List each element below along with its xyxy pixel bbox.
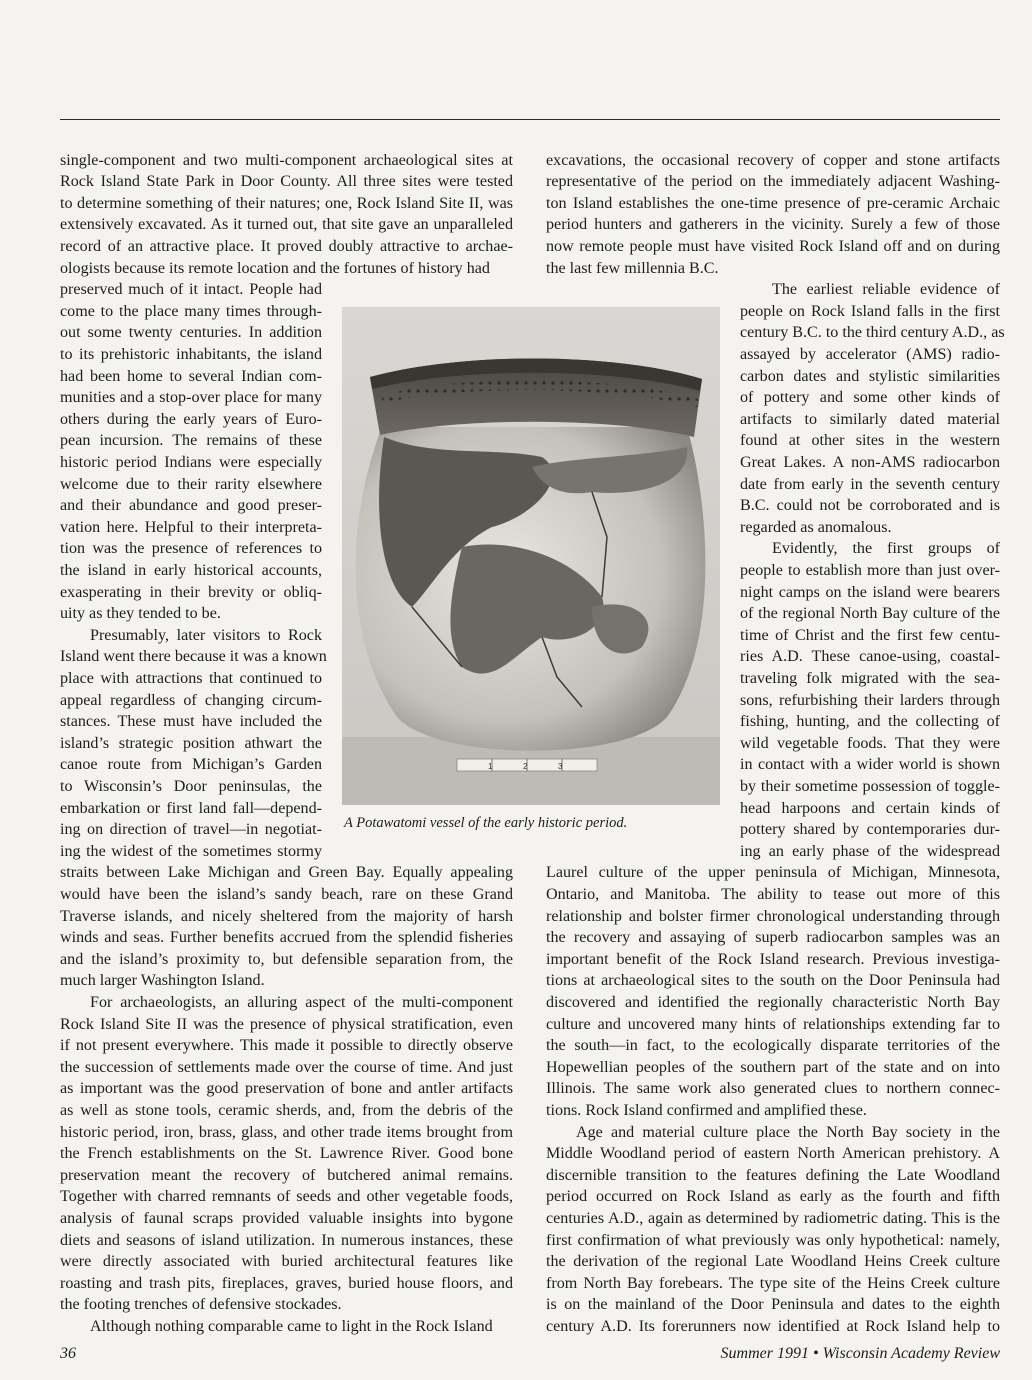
text-line: Middle Woodland period of eastern North American prehistory. A bbox=[546, 1145, 1000, 1163]
text-line: the derivation of the regional Late Woodland Heins Creek culture bbox=[546, 1253, 1000, 1271]
text-line: centuries A.D., again as determined by radiometric dating. This is the bbox=[546, 1209, 1000, 1227]
text-line: The earliest reliable evidence of bbox=[772, 281, 1000, 299]
text-line: much larger Washington Island. bbox=[60, 972, 265, 990]
text-line: exasperating in their brevity or obliq- bbox=[60, 583, 322, 601]
text-line: historic period Indians were especially bbox=[60, 453, 322, 471]
text-line: Rock Island State Park in Door County. All three sites were tested bbox=[60, 173, 513, 191]
text-line: welcome due to their rarity elsewhere bbox=[60, 475, 322, 493]
figure-caption: A Potawatomi vessel of the early historic period. bbox=[344, 815, 628, 831]
text-line: first confirmation of what previously was only hypothetical: namely, bbox=[546, 1231, 1000, 1249]
text-line: century B.C. to the third century A.D., as bbox=[740, 324, 1005, 342]
text-line: ing on direction of travel—in negotiat- bbox=[60, 821, 322, 839]
text-line: extensively excavated. As it turned out, that site gave an unparalleled bbox=[60, 216, 513, 234]
text-line: excavations, the occasional recovery of copper and stone artifacts bbox=[546, 151, 1000, 169]
text-line: come to the place many times through- bbox=[60, 302, 322, 320]
text-line: representative of the period on the immediately adjacent Washing- bbox=[546, 173, 1000, 191]
text-line: people to establish more than just over- bbox=[740, 561, 1000, 579]
text-line: date from early in the seventh century bbox=[740, 475, 1000, 493]
text-line: Rock Island Site II was the presence of physical stratification, even bbox=[60, 1015, 513, 1033]
scale-mark-2: 2 bbox=[523, 762, 528, 771]
text-line: diets and seasons of island utilization. In numerous instances, these bbox=[60, 1231, 513, 1249]
text-line: by their sometime possession of toggle- bbox=[740, 777, 1000, 795]
text-line: to determine something of their natures; one, Rock Island Site II, was bbox=[60, 194, 513, 212]
text-line: regarded as anomalous. bbox=[740, 518, 892, 536]
text-line: Traverse islands, and nicely sheltered from the majority of harsh bbox=[60, 907, 513, 925]
text-line: if not present everywhere. This made it possible to directly observe bbox=[60, 1037, 513, 1055]
text-line: found at other sites in the western bbox=[740, 432, 1000, 450]
text-line: vation here. Helpful to their interpreta- bbox=[60, 518, 322, 536]
text-line: fishing, hunting, and the collecting of bbox=[740, 713, 1000, 731]
vessel-illustration bbox=[342, 307, 720, 805]
text-line: discernible transition to the features defining the Late Woodland bbox=[546, 1166, 1000, 1184]
page-number: 36 bbox=[60, 1345, 76, 1362]
text-line: the recovery and assaying of superb radiocarbon samples was an bbox=[546, 929, 1000, 947]
text-line: Presumably, later visitors to Rock bbox=[90, 626, 322, 644]
text-line: Together with charred remnants of seeds and other vegetable foods, bbox=[60, 1188, 513, 1206]
text-line: assayed by accelerator (AMS) radio- bbox=[740, 345, 1000, 363]
text-line: and their abundance and good preser- bbox=[60, 497, 322, 515]
pottery-vessel-photo bbox=[342, 307, 720, 805]
text-line: century A.D. Its forerunners now identified at Rock Island help to bbox=[546, 1317, 1000, 1335]
text-line: wild vegetable foods. That they were bbox=[740, 734, 1000, 752]
text-line: of the regional North Bay culture of the bbox=[740, 605, 1000, 623]
text-line: head harpoons and certain kinds of bbox=[740, 799, 1000, 817]
text-line: stances. These must have included the bbox=[60, 713, 322, 731]
text-line: embarkation or first land fall—depend- bbox=[60, 799, 322, 817]
text-line: traveling folk migrated with the sea- bbox=[740, 669, 1000, 687]
text-line: ton Island establishes the one-time presence of pre-ceramic Archaic bbox=[546, 194, 1000, 212]
text-line: Age and material culture place the North Bay society in the bbox=[576, 1123, 1000, 1141]
text-line: is on the mainland of the Door Peninsula and dates to the eighth bbox=[546, 1296, 1000, 1314]
text-line: tion was the presence of references to bbox=[60, 540, 322, 558]
text-line: Island went there because it was a known bbox=[60, 648, 327, 666]
text-line: tions at archaeological sites to the south on the Door Peninsula had bbox=[546, 972, 1000, 990]
text-line: now remote people must have visited Rock Island off and on during bbox=[546, 237, 1000, 255]
text-line: period hunters and gatherers in the vicinity. Surely a few of those bbox=[546, 216, 1000, 234]
text-line: carbon dates and stylistic similarities bbox=[740, 367, 1000, 385]
text-line: munities and a stop-over place for many bbox=[60, 389, 322, 407]
text-line: the succession of settlements made over the course of time. And just bbox=[60, 1058, 513, 1076]
text-line: the French establishments on the St. Lawrence River. Good bone bbox=[60, 1145, 513, 1163]
text-line: analysis of faunal scraps provided valuable insights into bygone bbox=[60, 1209, 513, 1227]
text-line: the island in early historical accounts, bbox=[60, 561, 322, 579]
scale-mark-1: 1 bbox=[488, 762, 493, 771]
text-line: B.C. could not be corroborated and is bbox=[740, 497, 1000, 515]
text-line: pean incursion. The remains of these bbox=[60, 432, 322, 450]
text-line: Evidently, the first groups of bbox=[772, 540, 1000, 558]
text-line: appeal regardless of changing circum- bbox=[60, 691, 322, 709]
text-line: of pottery and some other kinds of bbox=[740, 389, 1000, 407]
text-line: would have been the island’s sandy beach, rare on these Grand bbox=[60, 885, 513, 903]
text-line: Although nothing comparable came to light in the Rock Island bbox=[90, 1317, 493, 1335]
text-line: ries A.D. These canoe-using, coastal- bbox=[740, 648, 1000, 666]
text-line: artifacts to similarly dated material bbox=[740, 410, 1000, 428]
text-line: night camps on the island were bearers bbox=[740, 583, 1000, 601]
text-line: preservation meant the recovery of butchered animal remains. bbox=[60, 1166, 513, 1184]
text-line: ing an early phase of the widespread bbox=[740, 842, 1000, 860]
text-line: Ontario, and Manitoba. The ability to tease out more of this bbox=[546, 885, 1000, 903]
text-line: the footing trenches of defensive stockades. bbox=[60, 1296, 342, 1314]
text-line: were directly associated with buried architectural features like bbox=[60, 1253, 513, 1271]
text-line: discovered and identified the regionally characteristic North Bay bbox=[546, 993, 1000, 1011]
text-line: time of Christ and the first few centu- bbox=[740, 626, 1000, 644]
text-line: the last few millennia B.C. bbox=[546, 259, 719, 277]
text-line: preserved much of it intact. People had bbox=[60, 281, 322, 299]
text-line: and the island’s proximity to, but defensible separation from, the bbox=[60, 950, 513, 968]
text-line: For archaeologists, an alluring aspect of the multi-component bbox=[90, 993, 513, 1011]
text-line: uity as they tended to be. bbox=[60, 605, 221, 623]
text-line: Great Lakes. A non-AMS radiocarbon bbox=[740, 453, 1000, 471]
scale-mark-3: 3 bbox=[558, 762, 563, 771]
text-line: culture and uncovered many hints of relationships extending far to bbox=[546, 1015, 1000, 1033]
text-line: others during the early years of Euro- bbox=[60, 410, 322, 428]
text-line: important benefit of the Rock Island research. Previous investiga- bbox=[546, 950, 1000, 968]
text-line: in contact with a wider world is shown bbox=[740, 756, 1000, 774]
header-rule bbox=[60, 119, 1000, 120]
text-line: ing the widest of the sometimes stormy bbox=[60, 842, 322, 860]
text-line: out some twenty centuries. In addition bbox=[60, 324, 322, 342]
text-line: sons, refurbishing their larders through bbox=[740, 691, 1000, 709]
text-line: single-component and two multi-component archaeological sites at bbox=[60, 151, 513, 169]
text-line: from North Bay forebears. The type site of the Heins Creek culture bbox=[546, 1274, 1000, 1292]
text-line: ologists because its remote location and the fortunes of history had bbox=[60, 259, 490, 277]
text-line: place with attractions that continued to bbox=[60, 669, 322, 687]
text-line: tions. Rock Island confirmed and amplified these. bbox=[546, 1101, 867, 1119]
text-line: period occurred on Rock Island as early as the fourth and fifth bbox=[546, 1188, 1000, 1206]
text-line: as important was the good preservation of bone and antler artifacts bbox=[60, 1080, 513, 1098]
text-line: roasting and trash pits, fireplaces, graves, buried house floors, and bbox=[60, 1274, 513, 1292]
text-line: the south—in fact, to the ecologically disparate territories of the bbox=[546, 1037, 1000, 1055]
text-line: to its prehistoric inhabitants, the island bbox=[60, 345, 322, 363]
text-line: Illinois. The same work also generated clues to northern connec- bbox=[546, 1080, 1000, 1098]
text-line: to Wisconsin’s Door peninsulas, the bbox=[60, 777, 322, 795]
running-footer: Summer 1991 • Wisconsin Academy Review bbox=[720, 1345, 1000, 1362]
text-line: canoe route from Michigan’s Garden bbox=[60, 756, 322, 774]
text-line: record of an attractive place. It proved doubly attractive to archae- bbox=[60, 237, 513, 255]
text-line: as well as stone tools, ceramic sherds, and, from the debris of the bbox=[60, 1101, 513, 1119]
text-line: pottery shared by contemporaries dur- bbox=[740, 821, 1000, 839]
text-line: people on Rock Island falls in the first bbox=[740, 302, 1000, 320]
text-line: Hopewellian peoples of the southern part of the state and on into bbox=[546, 1058, 1000, 1076]
text-line: winds and seas. Further benefits accrued from the splendid fisheries bbox=[60, 929, 513, 947]
text-line: Laurel culture of the upper peninsula of Michigan, Minnesota, bbox=[546, 864, 1000, 882]
text-line: relationship and bolster firmer chronological understanding through bbox=[546, 907, 1000, 925]
text-line: island’s strategic position athwart the bbox=[60, 734, 322, 752]
text-line: had been home to several Indian com- bbox=[60, 367, 322, 385]
text-line: straits between Lake Michigan and Green Bay. Equally appealing bbox=[60, 864, 513, 882]
text-line: historic period, iron, brass, glass, and other trade items brought from bbox=[60, 1123, 513, 1141]
